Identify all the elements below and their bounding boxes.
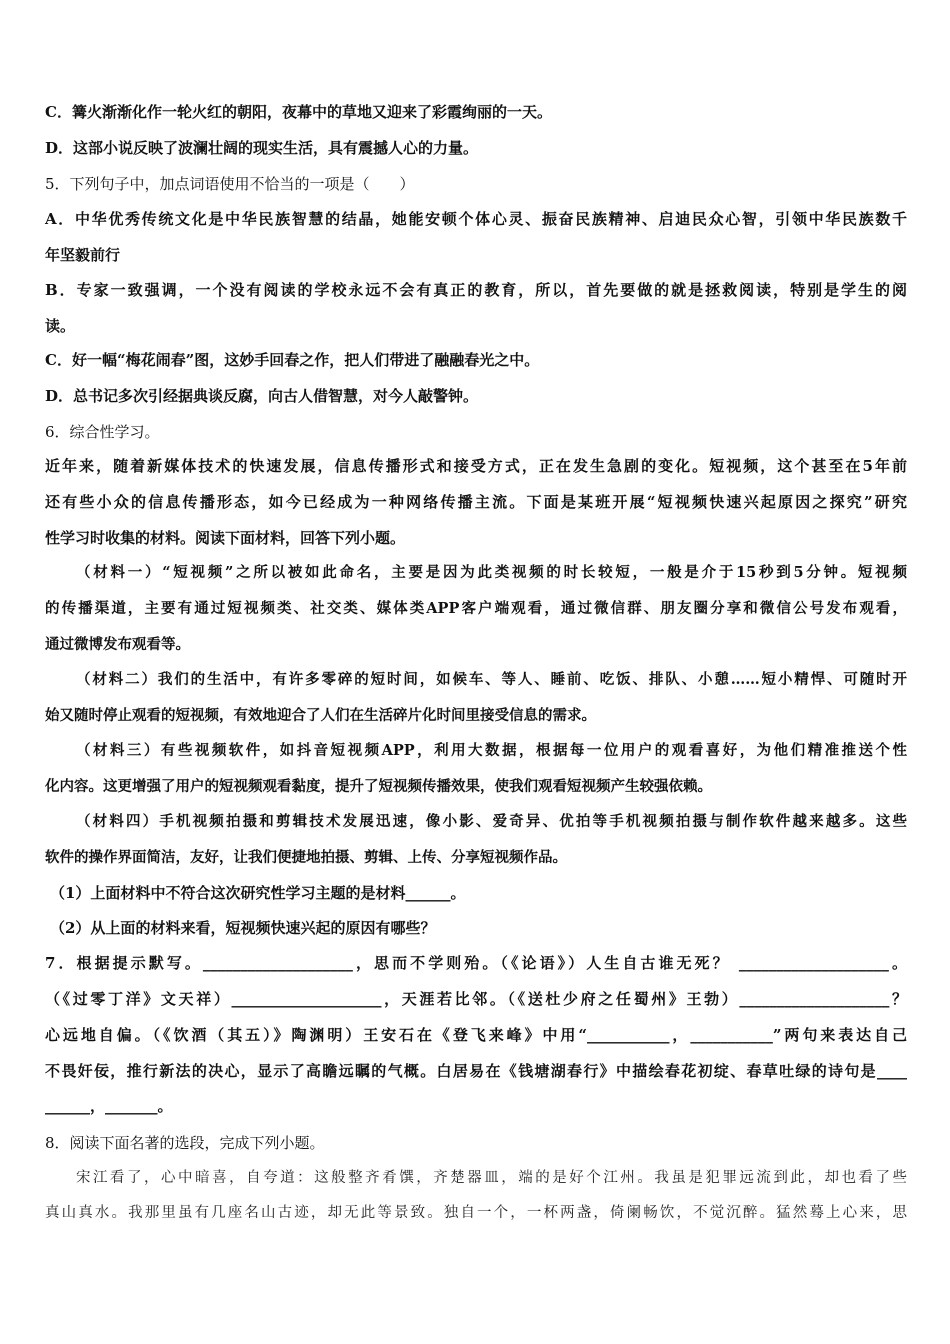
material-3-line2: 化内容。这更增强了用户的短视频观看黏度，提升了短视频传播效果，使我们观看短视频产生较强依赖。 (45, 778, 712, 795)
material-4-line2: 软件的操作界面简洁，友好，让我们便捷地拍摄、剪辑、上传、分享短视频作品。 (45, 849, 567, 866)
q7-line5: ______，_______。 (45, 1097, 173, 1115)
q6-subquestion-2: （2）从上面的材料来看，短视频快速兴起的原因有哪些？ (50, 919, 436, 937)
q7-line2: （《过零丁洋》文天祥）____________________，天涯若比邻。（《送杜少府之任蜀州》王勃）____________________？ (45, 990, 907, 1008)
material-2-line1: （材料二）我们的生活中，有许多零碎的短时间，如候车、等人、睡前、吃饭、排队、小憩……短小精悍、可随时开 (76, 671, 907, 688)
q8-passage-line1: 宋江看了，心中暗喜，自夸道：这般整齐肴馔，齐楚器皿，端的是好个江州。我虽是犯罪远流到此，却也看了些 (76, 1170, 907, 1186)
q5-option-a-line2: 年坚毅前行 (45, 246, 121, 264)
q8-stem: 8．阅读下面名著的选段，完成下列小题。 (45, 1134, 325, 1152)
q4-option-c: C．篝火渐渐化作一轮火红的朝阳，夜幕中的草地又迎来了彩霞绚丽的一天。 (45, 103, 552, 121)
q6-intro-line1: 近年来，随着新媒体技术的快速发展，信息传播形式和接受方式，正在发生急剧的变化。短视频，这个甚至在5年前 (45, 457, 907, 475)
q6-intro-line2: 还有些小众的信息传播形态，如今已经成为一种网络传播主流。下面是某班开展“短视频快速兴起原因之探究”研究 (45, 493, 907, 511)
material-3-line1: （材料三）有些视频软件，如抖音短视频APP，利用大数据，根据每一位用户的观看喜好，为他们精准推送个性 (76, 742, 907, 759)
q8-passage-line2: 真山真水。我那里虽有几座名山古迹，却无此等景致。独自一个，一杯两盏，倚阑畅饮，不觉沉醉。猛然蓦上心来，思 (45, 1205, 907, 1221)
q6-subquestion-1: （1）上面材料中不符合这次研究性学习主题的是材料______。 (50, 884, 466, 902)
q7-line3: 心远地自偏。（《饮酒（其五）》陶渊明）王安石在《登飞来峰》中用“___________，___________”两句来表达自己 (45, 1026, 907, 1044)
q7-line1: 7．根据提示默写。____________________，思而不学则殆。（《论语》）人生自古谁无死？ ____________________。 (45, 954, 907, 972)
material-1-line2: 的传播渠道，主要有通过短视频类、社交类、媒体类APP客户端观看，通过微信群、朋友圈分享和微信公号发布观看， (45, 600, 907, 617)
q5-option-d: D．总书记多次引经据典谈反腐，向古人借智慧，对今人敲警钟。 (45, 387, 479, 405)
q7-line4: 不畏奸佞，推行新法的决心，显示了高瞻远瞩的气概。白居易在《钱塘湖春行》中描绘春花初绽、春草吐绿的诗句是____ (45, 1062, 907, 1080)
material-2-line2: 始又随时停止观看的短视频，有效地迎合了人们在生活碎片化时间里接受信息的需求。 (45, 707, 596, 724)
material-1-line1: （材料一）“短视频”之所以被如此命名，主要是因为此类视频的时长较短，一般是介于15秒到5分钟。短视频 (76, 564, 907, 581)
q4-option-d: D．这部小说反映了波澜壮阔的现实生活，具有震撼人心的力量。 (45, 139, 479, 157)
q5-stem: 5．下列句子中，加点词语使用不恰当的一项是（ ） (45, 175, 415, 193)
q5-option-a-line1: A．中华优秀传统文化是中华民族智慧的结晶，她能安顿个体心灵、振奋民族精神、启迪民众心智，引领中华民族数千 (45, 210, 907, 228)
q5-option-b-line1: B．专家一致强调，一个没有阅读的学校永远不会有真正的教育，所以，首先要做的就是拯救阅读，特别是学生的阅 (45, 281, 907, 299)
q6-stem: 6．综合性学习。 (45, 423, 160, 441)
q5-option-c: C．好一幅“梅花闹春”图，这妙手回春之作，把人们带进了融融春光之中。 (45, 351, 540, 369)
q6-intro-line3: 性学习时收集的材料。阅读下面材料，回答下列小题。 (45, 529, 406, 547)
material-1-line3: 通过微博发布观看等。 (45, 636, 190, 653)
q5-option-b-line2: 读。 (45, 317, 76, 335)
material-4-line1: （材料四）手机视频拍摄和剪辑技术发展迅速，像小影、爱奇异、优拍等手机视频拍摄与制作软件越来越多。这些 (76, 813, 907, 830)
